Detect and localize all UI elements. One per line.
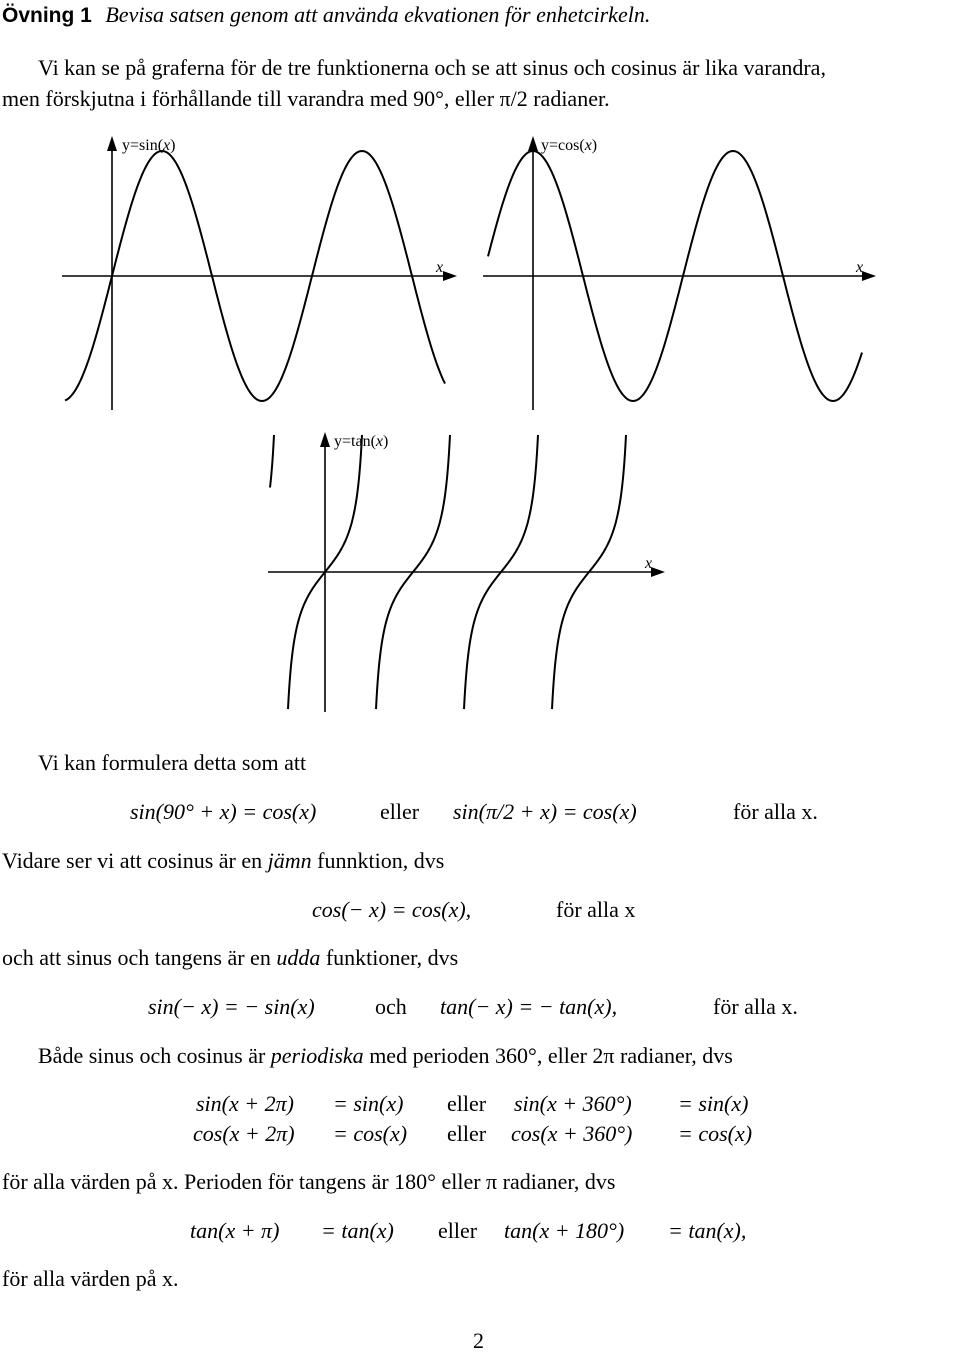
eq4-r1-a: sin(x + 2π) <box>196 1091 294 1116</box>
formulate-text: Vi kan formulera detta som att <box>38 750 307 775</box>
eq1-word: eller <box>380 799 420 824</box>
eq3-word: och <box>375 994 407 1019</box>
intro-line-1: Vi kan se på graferna för de tre funktionerna och se att sinus och cosinus är lika varandra, <box>38 55 826 80</box>
eq1-tail: för alla x. <box>733 799 818 824</box>
closing-text: för alla värden på x. <box>2 1266 179 1291</box>
eq3-rhs: tan(− x) = − tan(x), <box>440 994 618 1019</box>
tan-x-label: x <box>645 555 653 572</box>
eq4-r2-b: = cos(x) <box>333 1121 408 1146</box>
eq4-r1-c: sin(x + 360°) <box>514 1091 632 1116</box>
cos-x-arrow <box>862 271 876 281</box>
eq4-r2-c: cos(x + 360°) <box>511 1121 633 1146</box>
sin-x-arrow <box>443 271 457 281</box>
odd-emphasis: udda <box>276 945 321 970</box>
tan-period-text: för alla värden på x. Perioden för tangens är 180° eller π radianer, dvs <box>2 1169 616 1194</box>
even-emphasis: jämn <box>267 848 312 873</box>
eq5-d: = tan(x), <box>668 1218 747 1243</box>
sin-x-label: x <box>436 259 444 276</box>
page-number: 2 <box>473 1328 484 1353</box>
eq3-tail: för alla x. <box>713 994 798 1019</box>
intro-line-2: men förskjutna i förhållande till varandra med 90°, eller π/2 radianer. <box>2 86 610 111</box>
eq4-r1-d: = sin(x) <box>678 1091 749 1116</box>
exercise-task: Bevisa satsen genom att använda ekvationen för enhetcirkeln. <box>105 2 651 27</box>
period-text: Både sinus och cosinus är periodiska med perioden 360°, eller 2π radianer, dvs <box>38 1043 733 1068</box>
eq4-r1-b: = sin(x) <box>333 1091 404 1116</box>
eq5-a: tan(x + π) <box>190 1218 280 1243</box>
sin-graph-label: y=sin(x) <box>122 137 176 154</box>
eq5-b: = tan(x) <box>321 1218 394 1243</box>
eq4-r2-w: eller <box>447 1121 487 1146</box>
cos-graph-label: y=cos(x) <box>541 137 598 154</box>
eq3-lhs: sin(− x) = − sin(x) <box>148 994 315 1019</box>
eq1-rhs: sin(π/2 + x) = cos(x) <box>453 799 637 824</box>
sin-y-arrow <box>107 136 117 151</box>
eq2-tail: för alla x <box>556 897 636 922</box>
eq2-lhs: cos(− x) = cos(x), <box>312 897 472 922</box>
eq4-r2-a: cos(x + 2π) <box>193 1121 295 1146</box>
eq5-c: tan(x + 180°) <box>504 1218 625 1243</box>
tan-x-arrow <box>651 567 665 577</box>
tan-graph-label: y=tan(x) <box>334 433 389 450</box>
period-emphasis: periodiska <box>270 1043 364 1068</box>
tan-branch <box>270 435 274 488</box>
eq4-r1-w: eller <box>447 1091 487 1116</box>
tan-y-arrow <box>320 432 330 447</box>
odd-text: och att sinus och tangens är en udda funktioner, dvs <box>2 945 459 970</box>
eq5-w: eller <box>438 1218 478 1243</box>
even-text: Vidare ser vi att cosinus är en jämn funnktion, dvs <box>2 848 445 873</box>
eq1-lhs: sin(90° + x) = cos(x) <box>130 799 317 824</box>
eq4-r2-d: = cos(x) <box>678 1121 753 1146</box>
cos-x-label: x <box>856 259 864 276</box>
exercise-label: Övning 1 <box>2 4 92 27</box>
cos-y-arrow <box>528 136 538 151</box>
